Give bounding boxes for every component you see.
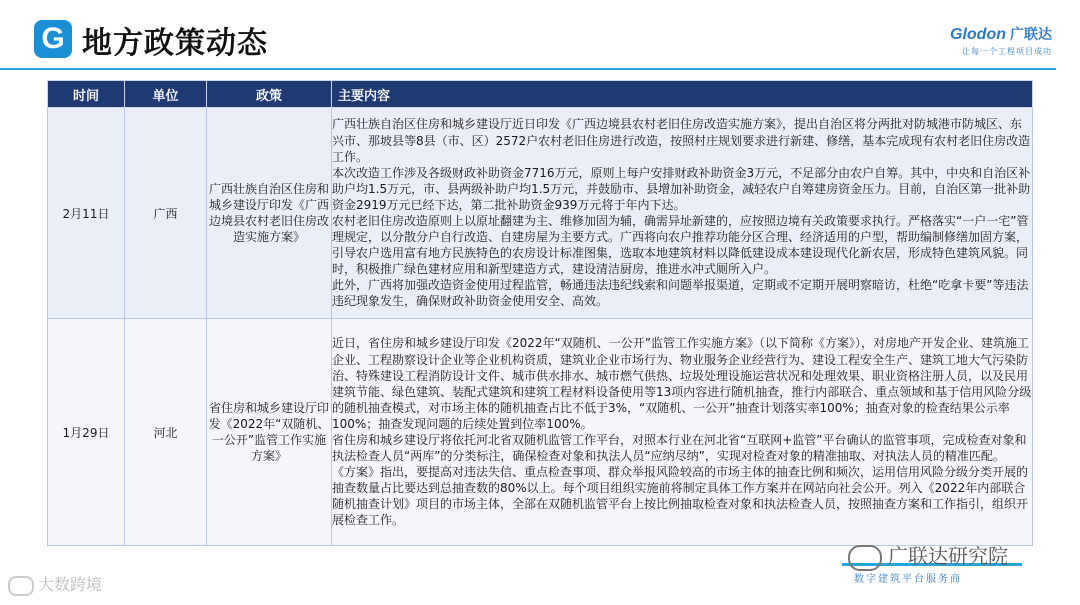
column-header-content: 主要内容 xyxy=(332,81,1033,108)
watermark-logo-icon xyxy=(8,576,34,596)
glodon-logo-icon: G xyxy=(34,20,72,58)
cell-unit: 广西 xyxy=(125,108,207,319)
brand-slogan: 让每一个工程项目成功 xyxy=(962,47,1052,56)
table-row xyxy=(48,319,1033,546)
column-header-policy: 政策 xyxy=(207,81,332,108)
cell-content xyxy=(332,319,1033,546)
content-paragraph: 省住房和城乡建设厅将依托河北省双随机监管工作平台，对照本行业在河北省“互联网+监管”平台确认的监管事项，完成检查对象和执法检查人员“两库”的分类标注，确保检查对象和执法人员“应纳尽纳”，实现对检查对象的精准抽取、对执法人员的精准匹配。 xyxy=(332,433,1027,464)
table-header-row xyxy=(48,81,1033,108)
cell-policy: 省住房和城乡建设厅印发《2022年“双随机、一公开”监管工作实施方案》 xyxy=(207,319,332,546)
content-paragraph: 此外，广西将加强改造资金使用过程监管，畅通违法违纪线索和问题举报渠道，定期或不定期开展明察暗访，杜绝“吃拿卡要”等违法违纪现象发生，确保财政补助资金使用安全、高效。 xyxy=(332,278,1029,309)
cell-unit: 河北 xyxy=(125,319,207,546)
brand-cn: 广联达 xyxy=(1010,26,1052,42)
watermark-left xyxy=(8,572,102,596)
watermark-text: 大数跨境 xyxy=(38,575,103,594)
cell-content xyxy=(332,108,1033,319)
cell-date: 2月11日 xyxy=(48,108,125,319)
content-paragraph: 近日，省住房和城乡建设厅印发《2022年“双随机、一公开”监管工作实施方案》（以下简称《方案》），对房地产开发企业、建筑施工企业、工程勘察设计企业等企业机构资质，建筑业企业市场行为、物业服务企业经营行为、建设工程安全生产、建筑工地大气污染防治、特殊建设工程消防设计文件、城市供水排水、城市燃气供热、垃圾处理设施运营状况和处理效果、职业资格注册人员，以及民用建筑节能、绿色建筑、装配式建筑和建筑工程材料设备使用等13项内容进行随机抽查，推行内部联合、重点领域和基于信用风险分级的随机抽查模式，对市场主体的随机抽查占比不低于3%，“双随机、一公开”抽查计划落实率100%；抽查对象的检查结果公示率100%；抽查发现问题的后续处置到位率100%。 xyxy=(332,336,1032,431)
wechat-icon xyxy=(848,545,882,571)
content-paragraph: 农村老旧住房改造原则上以原址翻建为主、维修加固为辅，确需异址新建的，应按照边境有关政策要求执行。严格落实“一户一宅”管理规定，以分散分户自行改造、自建房屋为主要方式。广西将向农户推荐功能分区合理、经济适用的户型，帮助编制修缮加固方案，引导农户选用富有地方民族特色的农房设计标准图集，选取本地建筑材料以降低建设成本建设现代化新农居，形成特色建筑风貌。同时，积极推广绿色建材应用和新型建造方式，建设清洁厨房，推进水冲式厕所入户。 xyxy=(332,214,1029,277)
cell-policy: 广西壮族自治区住房和城乡建设厅印发《广西边境县农村老旧住房改造实施方案》 xyxy=(207,108,332,319)
wechat-account-name: 广联达研究院 xyxy=(888,544,1008,568)
content-paragraph: 广西壮族自治区住房和城乡建设厅近日印发《广西边境县农村老旧住房改造实施方案》，提出自治区将分两批对防城港市防城区、东兴市、那坡县等8县（市、区）2572户农村老旧住房进行改造，按照村庄规划要求进行新建、修缮，基本完成现有农村老旧住房改造工作。 xyxy=(332,117,1031,164)
policy-table xyxy=(47,80,1033,546)
footer-slogan: 数字建筑平台服务商 xyxy=(854,574,962,585)
slide-header xyxy=(0,0,1080,72)
brand-name: Glodon xyxy=(950,26,1006,43)
column-header-unit: 单位 xyxy=(125,81,207,108)
wechat-watermark xyxy=(848,540,1008,571)
page-title: 地方政策动态 xyxy=(82,26,268,61)
content-paragraph: 《方案》指出，要提高对违法失信、重点检查事项、群众举报风险较高的市场主体的抽查比例和频次，运用信用风险分级分类开展的抽查数量占比要达到总抽查数的80%以上。每个项目组织实施前将制定具体工作方案并在网站向社会公开。列入《2022年内部联合随机抽查计划》项目的市场主体，全部在双随机监管平台上按比例抽取检查对象和执法检查人员，按照抽查方案和工作指引，组织开展检查工作。 xyxy=(332,465,1029,528)
table-row xyxy=(48,108,1033,319)
cell-date: 1月29日 xyxy=(48,319,125,546)
content-paragraph: 本次改造工作涉及各级财政补助资金7716万元，原则上每户安排财政补助资金3万元，不足部分由农户自筹。其中，中央和自治区补助户均1.5万元，市、县两级补助户均1.5万元，并鼓励市、县增加补助资金，减轻农户自筹建房资金压力。目前，自治区第一批补助资金2919万元已经下达，第二批补助资金939万元将于年内下达。 xyxy=(332,165,1031,212)
column-header-date: 时间 xyxy=(48,81,125,108)
header-divider xyxy=(0,68,1056,70)
brand-logo xyxy=(950,24,1052,57)
